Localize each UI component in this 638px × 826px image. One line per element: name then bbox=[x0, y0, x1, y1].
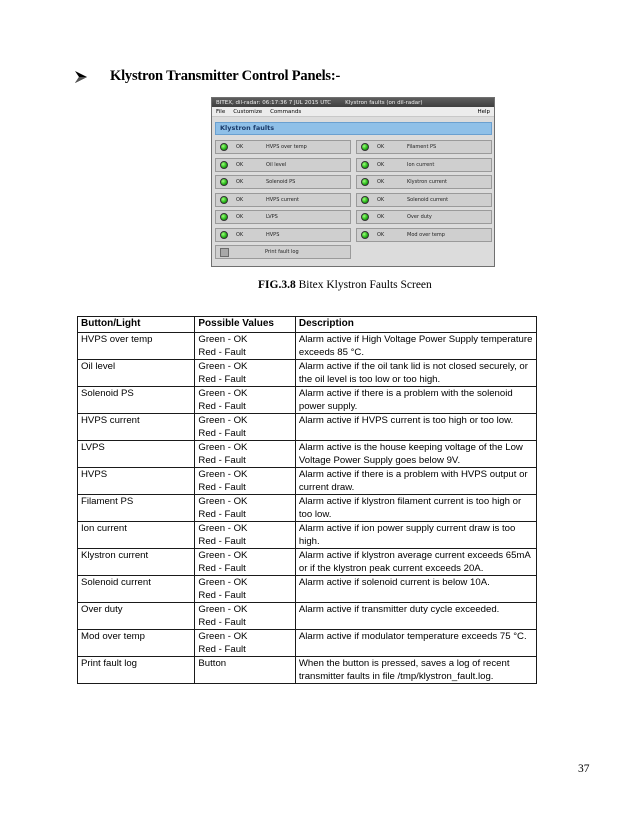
green-led-icon bbox=[220, 213, 228, 221]
fault-button-left-1[interactable] bbox=[215, 158, 351, 172]
cell-description: Alarm active if klystron filament current is too high or too low. bbox=[295, 495, 536, 522]
cell-possible-values bbox=[195, 630, 295, 657]
caption-label: FIG.3.8 bbox=[258, 279, 296, 291]
cell-possible-values bbox=[195, 441, 295, 468]
cell-description: Alarm active if High Voltage Power Supply temperature exceeds 85 °C. bbox=[295, 333, 536, 360]
cell-button-light: HVPS current bbox=[78, 414, 195, 441]
fault-name: Solenoid current bbox=[407, 196, 449, 203]
fault-state: OK bbox=[377, 161, 385, 168]
cell-button-light: Oil level bbox=[78, 360, 195, 387]
table-header-row bbox=[78, 317, 537, 333]
header-button-light: Button/Light bbox=[78, 317, 195, 333]
bitex-screenshot bbox=[211, 97, 495, 267]
table-row bbox=[78, 522, 537, 549]
menu-file[interactable]: File bbox=[216, 108, 226, 115]
green-led-icon bbox=[361, 213, 369, 221]
possible-value: Red - Fault bbox=[198, 401, 246, 412]
fault-button-left-5[interactable] bbox=[215, 228, 351, 242]
possible-value: Green - OK bbox=[198, 577, 248, 588]
possible-value: Red - Fault bbox=[198, 374, 246, 385]
fault-state: OK bbox=[236, 214, 244, 220]
fault-button-right-0[interactable] bbox=[356, 140, 492, 154]
window-titlebar bbox=[212, 98, 494, 107]
possible-value: Green - OK bbox=[198, 604, 248, 615]
cell-button-light: Solenoid current bbox=[78, 576, 195, 603]
cell-description: Alarm active if solenoid current is below 10A. bbox=[295, 576, 536, 603]
green-led-icon bbox=[361, 143, 369, 151]
green-led-icon bbox=[220, 178, 228, 186]
cell-possible-values bbox=[195, 657, 295, 684]
fault-state: OK bbox=[236, 161, 244, 168]
possible-value: Red - Fault bbox=[198, 347, 246, 358]
header-description: Description bbox=[295, 317, 536, 333]
cell-button-light: Over duty bbox=[78, 603, 195, 630]
green-led-icon bbox=[220, 196, 228, 204]
figure-caption bbox=[258, 279, 432, 291]
possible-value: Green - OK bbox=[198, 523, 248, 534]
fault-name: LVPS bbox=[266, 214, 278, 220]
cell-button-light: Filament PS bbox=[78, 495, 195, 522]
possible-value: Green - OK bbox=[198, 550, 248, 561]
menu-commands[interactable]: Commands bbox=[270, 108, 302, 115]
table-row bbox=[78, 360, 537, 387]
fault-state: OK bbox=[377, 144, 385, 150]
fault-name: Solenoid PS bbox=[266, 179, 296, 185]
cell-possible-values bbox=[195, 549, 295, 576]
print-fault-log-button[interactable] bbox=[215, 245, 351, 259]
cell-description: Alarm active if klystron average current exceeds 65mA or if the klystron peak current exceeds 20A. bbox=[295, 549, 536, 576]
possible-value: Green - OK bbox=[198, 469, 248, 480]
caption-text: Bitex Klystron Faults Screen bbox=[295, 279, 432, 291]
fault-state: OK bbox=[236, 144, 244, 150]
cell-description: Alarm active if transmitter duty cycle exceeded. bbox=[295, 603, 536, 630]
heading-text: Klystron Transmitter Control Panels:- bbox=[110, 68, 341, 84]
fault-button-left-2[interactable] bbox=[215, 175, 351, 189]
fault-button-right-4[interactable] bbox=[356, 210, 492, 224]
fault-name: Mod over temp bbox=[407, 231, 445, 238]
fault-name: HVPS over temp bbox=[266, 144, 307, 150]
cell-possible-values bbox=[195, 522, 295, 549]
cell-button-light: LVPS bbox=[78, 441, 195, 468]
possible-value: Green - OK bbox=[198, 442, 248, 453]
fault-button-right-2[interactable] bbox=[356, 175, 492, 189]
cell-button-light: Klystron current bbox=[78, 549, 195, 576]
cell-button-light: Mod over temp bbox=[78, 630, 195, 657]
cell-description: Alarm active if HVPS current is too high or too low. bbox=[295, 414, 536, 441]
fault-name: Klystron current bbox=[407, 179, 447, 185]
possible-value: Green - OK bbox=[198, 334, 248, 345]
possible-value: Red - Fault bbox=[198, 563, 246, 574]
green-led-icon bbox=[361, 196, 369, 204]
fault-name: Ion current bbox=[407, 161, 435, 168]
arrow-bullet-icon bbox=[74, 70, 88, 84]
green-led-icon bbox=[361, 178, 369, 186]
cell-possible-values bbox=[195, 414, 295, 441]
cell-possible-values bbox=[195, 387, 295, 414]
possible-value: Green - OK bbox=[198, 496, 248, 507]
cell-possible-values bbox=[195, 360, 295, 387]
fault-button-left-0[interactable] bbox=[215, 140, 351, 154]
fault-name: HVPS current bbox=[266, 196, 299, 203]
cell-description: Alarm active if ion power supply current draw is too high. bbox=[295, 522, 536, 549]
green-led-icon bbox=[220, 143, 228, 151]
cell-description: Alarm active if there is a problem with the solenoid power supply. bbox=[295, 387, 536, 414]
possible-value: Red - Fault bbox=[198, 428, 246, 439]
menu-help[interactable]: Help bbox=[477, 108, 490, 115]
fault-state: OK bbox=[236, 179, 244, 185]
fault-table bbox=[77, 316, 537, 684]
fault-button-right-5[interactable] bbox=[356, 228, 492, 242]
fault-button-right-1[interactable] bbox=[356, 158, 492, 172]
cell-description: Alarm active if the oil tank lid is not closed securely, or the oil level is too low or too high. bbox=[295, 360, 536, 387]
cell-button-light: Solenoid PS bbox=[78, 387, 195, 414]
cell-button-light: Ion current bbox=[78, 522, 195, 549]
table-row bbox=[78, 441, 537, 468]
fault-state: OK bbox=[236, 231, 244, 238]
possible-value: Button bbox=[198, 658, 227, 669]
possible-value: Green - OK bbox=[198, 631, 248, 642]
fault-name: HVPS bbox=[266, 231, 280, 238]
cell-possible-values bbox=[195, 468, 295, 495]
fault-button-left-3[interactable] bbox=[215, 193, 351, 207]
panel-title: Klystron faults bbox=[215, 122, 492, 135]
green-led-icon bbox=[220, 161, 228, 169]
section-heading bbox=[74, 68, 340, 85]
possible-value: Red - Fault bbox=[198, 482, 246, 493]
cell-description: Alarm active if modulator temperature exceeds 75 °C. bbox=[295, 630, 536, 657]
titlebar-right: Klystron faults (on dil-radar) bbox=[345, 99, 423, 106]
cell-possible-values bbox=[195, 576, 295, 603]
possible-value: Red - Fault bbox=[198, 536, 246, 547]
header-possible-values: Possible Values bbox=[195, 317, 295, 333]
cell-button-light: HVPS bbox=[78, 468, 195, 495]
fault-name: Oil level bbox=[266, 161, 287, 168]
green-led-icon bbox=[361, 231, 369, 239]
fault-name: Filament PS bbox=[407, 144, 437, 150]
cell-button-light: Print fault log bbox=[78, 657, 195, 684]
fault-state: OK bbox=[377, 196, 385, 203]
menu-bar bbox=[212, 107, 494, 117]
print-fault-log-label: Print fault log bbox=[265, 249, 299, 255]
possible-value: Green - OK bbox=[198, 415, 248, 426]
possible-value: Green - OK bbox=[198, 388, 248, 399]
possible-value: Red - Fault bbox=[198, 644, 246, 655]
possible-value: Red - Fault bbox=[198, 617, 246, 628]
fault-button-right-3[interactable] bbox=[356, 193, 492, 207]
table-row bbox=[78, 333, 537, 360]
fault-name: Over duty bbox=[407, 214, 432, 220]
fault-state: OK bbox=[377, 214, 385, 220]
table-row bbox=[78, 576, 537, 603]
table-row bbox=[78, 549, 537, 576]
table-row bbox=[78, 603, 537, 630]
cell-possible-values bbox=[195, 333, 295, 360]
green-led-icon bbox=[361, 161, 369, 169]
fault-button-left-4[interactable] bbox=[215, 210, 351, 224]
fault-state: OK bbox=[377, 231, 385, 238]
green-led-icon bbox=[220, 231, 228, 239]
table-row bbox=[78, 495, 537, 522]
table-row bbox=[78, 387, 537, 414]
fault-state: OK bbox=[377, 179, 385, 185]
table-row bbox=[78, 414, 537, 441]
cell-description: Alarm active is the house keeping voltage of the Low Voltage Power Supply goes below 9V. bbox=[295, 441, 536, 468]
possible-value: Green - OK bbox=[198, 361, 248, 372]
button-square-icon bbox=[220, 248, 229, 257]
possible-value: Red - Fault bbox=[198, 455, 246, 466]
fault-state: OK bbox=[236, 196, 244, 203]
cell-possible-values bbox=[195, 603, 295, 630]
cell-description: When the button is pressed, saves a log of recent transmitter faults in file /tmp/klystron_fault.log. bbox=[295, 657, 536, 684]
cell-description: Alarm active if there is a problem with HVPS output or current draw. bbox=[295, 468, 536, 495]
table-row bbox=[78, 657, 537, 684]
menu-customize[interactable]: Customize bbox=[233, 108, 263, 115]
cell-possible-values bbox=[195, 495, 295, 522]
page-number: 37 bbox=[578, 763, 590, 775]
titlebar-left: BITEX, dil-radar: 06:17:36 7 JUL 2015 UTC bbox=[216, 99, 332, 106]
possible-value: Red - Fault bbox=[198, 590, 246, 601]
cell-button-light: HVPS over temp bbox=[78, 333, 195, 360]
possible-value: Red - Fault bbox=[198, 509, 246, 520]
table-row bbox=[78, 630, 537, 657]
table-row bbox=[78, 468, 537, 495]
